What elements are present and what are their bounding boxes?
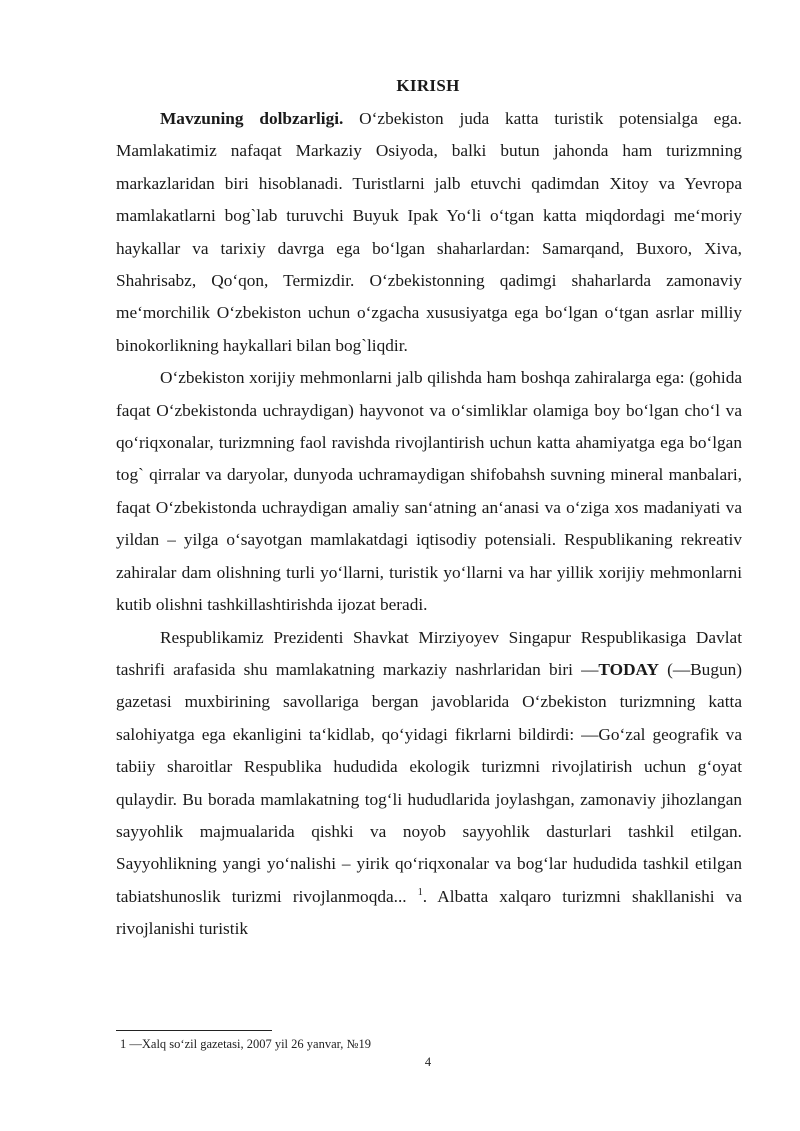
- footnote-divider: [116, 1030, 272, 1031]
- paragraph-1: [116, 103, 742, 362]
- paragraph-3: [116, 622, 742, 946]
- paragraph-3-text-a: Respublikamiz Prezidenti Shavkat Mirziyoyev Singapur Respublikasiga Davlat tashrifi arafasida shu mamlakatning markaziy nashrlaridan biri —: [116, 627, 742, 679]
- page-title: KIRISH: [396, 76, 460, 95]
- paragraph-3-text-c: . Albatta xalqaro turizmni shakllanishi va rivojlanishi turistik: [116, 886, 742, 939]
- paragraph-3-text-b: (—Bugun) gazetasi muxbirining savollariga bergan javoblarida O‘zbekiston turizmning katta salohiyatga ega ekanligini ta‘kidlab, qo‘yidagi fikrlarni bildirdi: —Go‘zal geografik va tabiiy sharoitlar Respublika hududida ekologik turizmni rivojlatirish uchun g‘oyat qulaydir. Bu borada mamlakatning tog‘li hududlarida joylashgan, zamonaviy jihozlangan sayyohlik majmualarida qishki va noyob sayyohlik dasturlari tashkil etilgan. Sayyohlikning yangi yo‘nalishi – yirik qo‘riqxonalar va bog‘lar hududida tashkil etilgan tabiatshunoslik turizmi rivojlanmoqda...: [116, 659, 742, 906]
- section-lead: Mavzuning dolbzarligi.: [160, 109, 344, 128]
- paragraph-2: O‘zbekiston xorijiy mehmonlarni jalb qilishda ham boshqa zahiralarga ega: (gohida faqat O‘zbekistonda uchraydigan) hayvonot va o‘simliklar olamiga boy bo‘lgan cho‘l va qo‘riqxonalar, turizmning faol ravishda rivojlantirish uchun katta ahamiyatga ega bo‘lgan tog` qirralar va daryolar, dunyoda uchramaydigan shifobahsh suvning mineral manbalari, faqat O‘zbekistonda uchraydigan amaliy san‘atning an‘anasi va o‘ziga xos madaniyati va yildan – yilga o‘sayotgan mamlakatdagi iqtisodiy potensiali. Respublikaning rekreativ zahiralar dam olishning turli yo‘llarni, turistik yo‘llarni va har yillik xorijiy mehmonlarni kutib olishni tashkillashtirishda ijozat beradi.: [116, 368, 742, 615]
- page-number: 4: [424, 1055, 432, 1069]
- newspaper-name: TODAY: [598, 659, 659, 679]
- footnote-ref[interactable]: 1: [417, 886, 423, 898]
- paragraph-1-text: O‘zbekiston juda katta turistik potensialga ega. Mamlakatimiz nafaqat Markaziy Osiyoda, balki butun jahonda ham turizmning markazlaridan biri hisoblanadi. Turistlarni jalb etuvchi qadimdan Xitoy va Yevropa mamlakatlarni bog`lab turuvchi Buyuk Ipak Yo‘li o‘tgan katta miqdordagi me‘moriy haykallar va tarixiy davrga ega bo‘lgan shaharlardan: Samarqand, Buxoro, Xiva, Shahrisabz, Qo‘qon, Termizdir. O‘zbekistonning qadimgi shaharlarda zamonaviy me‘morchilik O‘zbekiston uchun o‘zgacha xususiyatga ega bo‘lgan o‘tgan asrlar milliy binokorlikning haykallari bilan bog`liqdir.: [116, 109, 742, 355]
- body-text: [116, 103, 742, 946]
- footnote: 1 —Xalq so‘zil gazetasi, 2007 yil 26 yanvar, №19: [120, 1037, 371, 1051]
